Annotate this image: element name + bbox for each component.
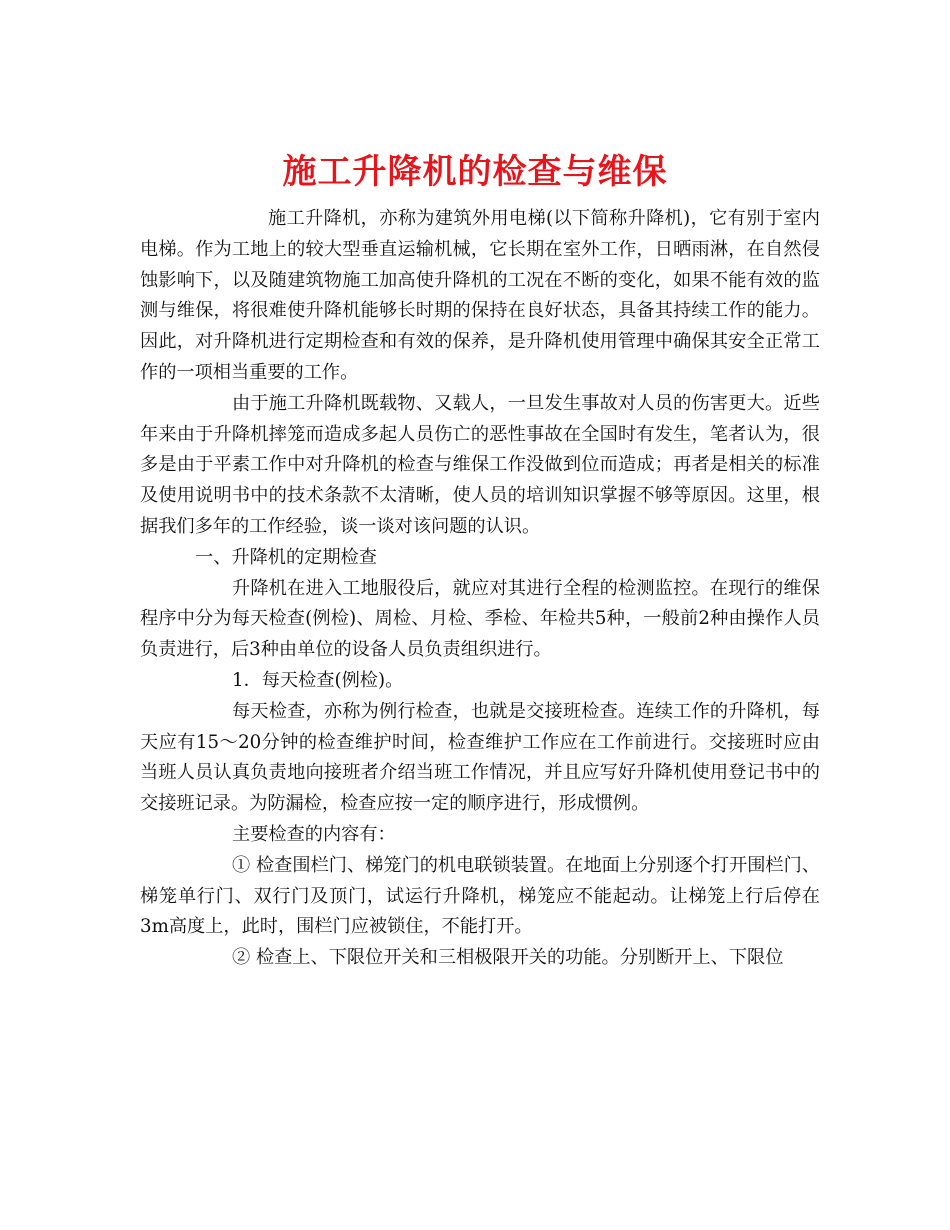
list-item-limit-switch-check: ② 检查上、下限位开关和三相极限开关的功能。分别断开上、下限位 [232, 947, 784, 969]
paragraph-intro: 施工升降机，亦称为建筑外用电梯(以下简称升降机)，它有别于室内电梯。作为工地上的较大型垂直运输机械，它长期在室外工作，日晒雨淋，在自然侵蚀影响下，以及随建筑物施工加高使升降机的工况在不断的变化，如果不能有效的监测与维保，将很难使升降机能够长时期的保持在良好状态，具备其持续工作的能力。因此，对升降机进行定期检查和有效的保养，是升降机使用管理中确保其安全正常工作的一项相当重要的工作。 [140, 208, 820, 383]
document-title: 施工升降机的检查与维保 [282, 151, 668, 192]
paragraph-main-contents: 主要检查的内容有： [232, 823, 396, 845]
section-heading-periodic-inspection: 一、升降机的定期检查 [195, 546, 377, 568]
subheading-daily-inspection: 1．每天检查(例检)。 [232, 669, 404, 691]
paragraph-inspection-overview: 升降机在进入工地服役后，就应对其进行全程的检测监控。在现行的维保程序中分为每天检查(例检)、周检、月检、季检、年检共5种，一般前2种由操作人员负责进行，后3种由单位的设备人员负责组织进行。 [140, 577, 820, 661]
paragraph-background: 由于施工升降机既载物、又载人，一旦发生事故对人员的伤害更大。近些年来由于升降机摔笼而造成多起人员伤亡的恶性事故在全国时有发生，笔者认为，很多是由于平素工作中对升降机的检查与维保工作没做到位而造成；再者是相关的标准及使用说明书中的技术条款不太清晰，使人员的培训知识掌握不够等原因。这里，根据我们多年的工作经验，谈一谈对该问题的认识。 [140, 392, 820, 537]
document-body [140, 204, 820, 974]
list-item-interlock-check: ① 检查围栏门、梯笼门的机电联锁装置。在地面上分别逐个打开围栏门、梯笼单行门、双行门及顶门，试运行升降机，梯笼应不能起动。让梯笼上行后停在3m高度上，此时，围栏门应被锁住，不能打开。 [140, 854, 820, 938]
paragraph-daily-inspection: 每天检查，亦称为例行检查，也就是交接班检查。连续工作的升降机，每天应有15～20分钟的检查维护时间，检查维护工作应在工作前进行。交接班时应由当班人员认真负责地向接班者介绍当班工作情况，并且应写好升降机使用登记书中的交接班记录。为防漏检，检查应按一定的顺序进行，形成惯例。 [140, 700, 820, 815]
